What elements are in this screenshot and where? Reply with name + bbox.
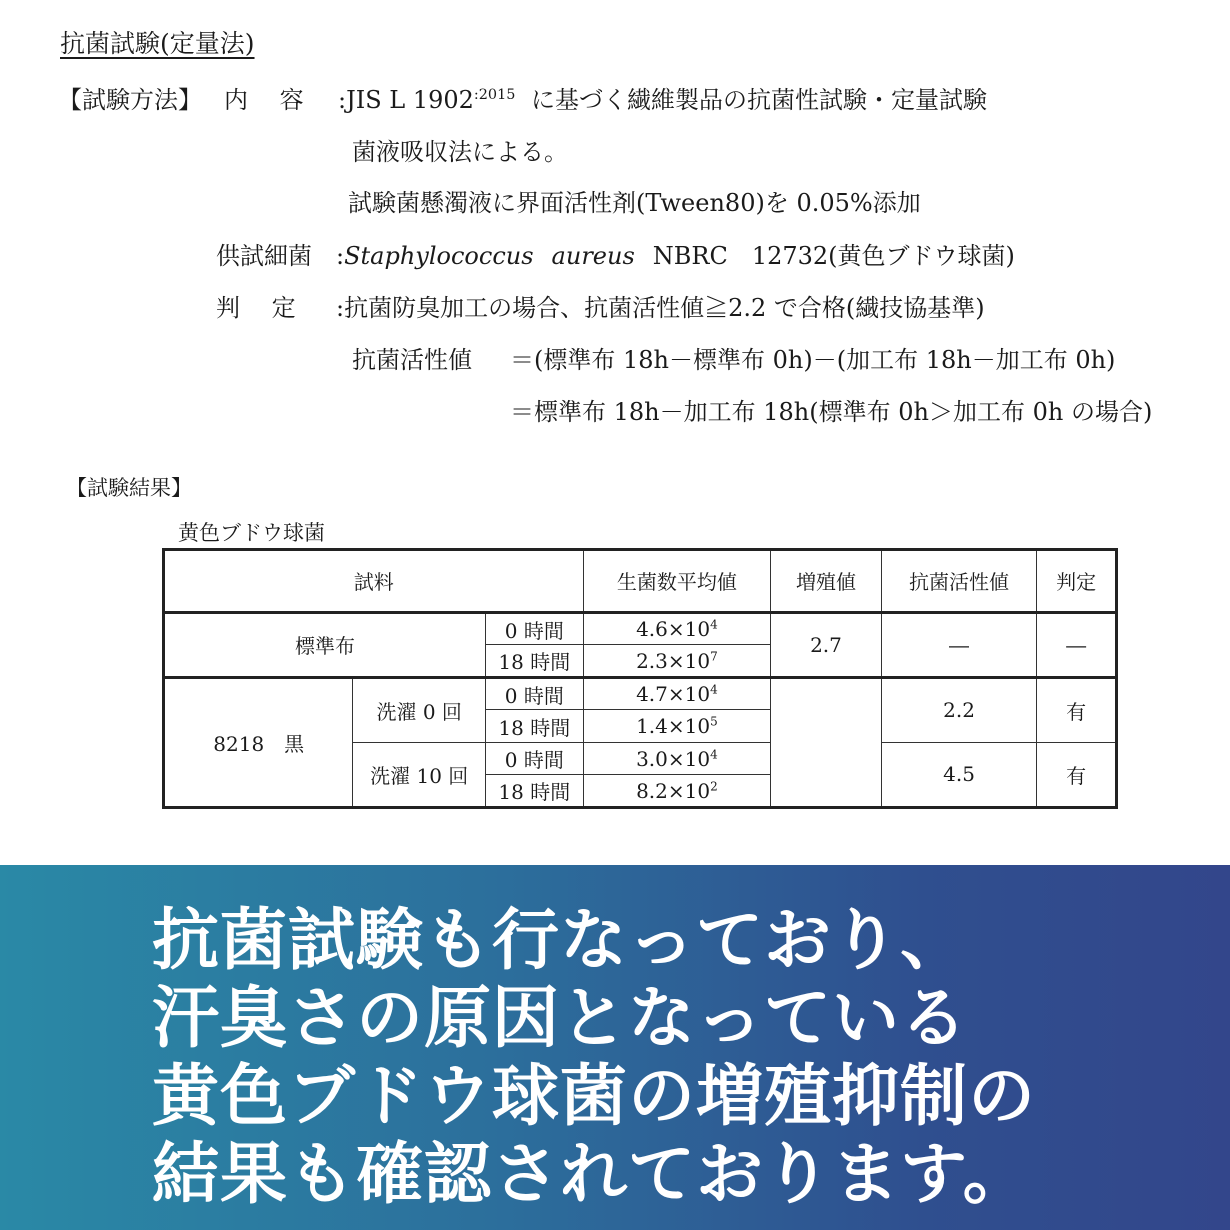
header-growth: 増殖値 bbox=[771, 550, 882, 613]
wash10-t0: 0 時間 bbox=[485, 742, 583, 775]
banner-line-4: 結果も確認されております。 bbox=[152, 1135, 1031, 1213]
formula-line-2: ＝標準布 18h－加工布 18h(標準布 0h＞加工布 0h の場合) bbox=[510, 398, 1153, 426]
wash10-judgement: 有 bbox=[1037, 742, 1117, 807]
judge-text: :抗菌防臭加工の場合、抗菌活性値≧2.2 で合格(繊技協基準) bbox=[336, 294, 985, 322]
promo-banner bbox=[0, 865, 1230, 1230]
wash10-label: 洗濯 10 回 bbox=[353, 742, 486, 807]
banner-line-2: 汗臭さの原因となっている bbox=[152, 979, 968, 1057]
standard-t0: 0 時間 bbox=[485, 612, 583, 645]
wash0-judgement: 有 bbox=[1037, 677, 1117, 742]
formula-line-1: ＝(標準布 18h－標準布 0h)－(加工布 18h－加工布 0h) bbox=[510, 346, 1116, 374]
banner-line-3: 黄色ブドウ球菌の増殖抑制の bbox=[152, 1057, 1036, 1135]
header-sample: 試料 bbox=[164, 550, 584, 613]
standard-activity: ― bbox=[881, 612, 1036, 677]
standard-growth: 2.7 bbox=[771, 612, 882, 677]
standard-t18: 18 時間 bbox=[485, 645, 583, 678]
bacteria-text: :Staphylococcus aureus NBRC 12732(黄色ブドウ球菌) bbox=[336, 242, 1015, 270]
standard-label: 標準布 bbox=[164, 612, 486, 677]
content-line-3: 試験菌懸濁液に界面活性剤(Tween80)を 0.05%添加 bbox=[348, 189, 921, 217]
wash0-t0: 0 時間 bbox=[485, 677, 583, 710]
header-activity: 抗菌活性値 bbox=[881, 550, 1036, 613]
formula-label: 抗菌活性値 bbox=[352, 346, 472, 374]
organism-label: 黄色ブドウ球菌 bbox=[178, 521, 325, 545]
sample-label: 8218 黒 bbox=[164, 677, 353, 807]
wash0-t18: 18 時間 bbox=[485, 710, 583, 743]
standard-t0-value: $4.6\times 10^4$ bbox=[583, 612, 771, 645]
wash10-t18-value: $8.2\times 10^2$ bbox=[583, 775, 771, 808]
header-mean: 生菌数平均値 bbox=[583, 550, 771, 613]
header-row bbox=[164, 550, 1117, 613]
content-label: 内 容 bbox=[224, 86, 304, 114]
header-judgement: 判定 bbox=[1037, 550, 1117, 613]
results-section-label: 【試験結果】 bbox=[66, 476, 192, 500]
banner-line-1: 抗菌試験も行なっており、 bbox=[152, 901, 968, 979]
wash0-t18-value: $1.4\times 10^5$ bbox=[583, 710, 771, 743]
standard-judgement: ― bbox=[1037, 612, 1117, 677]
judge-label: 判 定 bbox=[216, 294, 296, 322]
wash10-activity: 4.5 bbox=[881, 742, 1036, 807]
wash10-t0-value: $3.0\times 10^4$ bbox=[583, 742, 771, 775]
content-line-1: :JIS L $1902^{:2015}$ に基づく繊維製品の抗菌性試験・定量試験 bbox=[338, 86, 988, 114]
table-row bbox=[164, 612, 1117, 645]
content-line-2: 菌液吸収法による。 bbox=[352, 138, 568, 166]
standard-t18-value: $2.3\times 10^7$ bbox=[583, 645, 771, 678]
page-title: 抗菌試験(定量法) bbox=[60, 29, 255, 58]
results-table bbox=[162, 548, 1118, 809]
wash0-activity: 2.2 bbox=[881, 677, 1036, 742]
table-row bbox=[164, 677, 1117, 710]
bacteria-label: 供試細菌 bbox=[216, 242, 312, 270]
sample-growth bbox=[771, 677, 882, 807]
wash0-label: 洗濯 0 回 bbox=[353, 677, 486, 742]
wash10-t18: 18 時間 bbox=[485, 775, 583, 808]
wash0-t0-value: $4.7\times 10^4$ bbox=[583, 677, 771, 710]
method-section-label: 【試験方法】 bbox=[58, 86, 202, 114]
